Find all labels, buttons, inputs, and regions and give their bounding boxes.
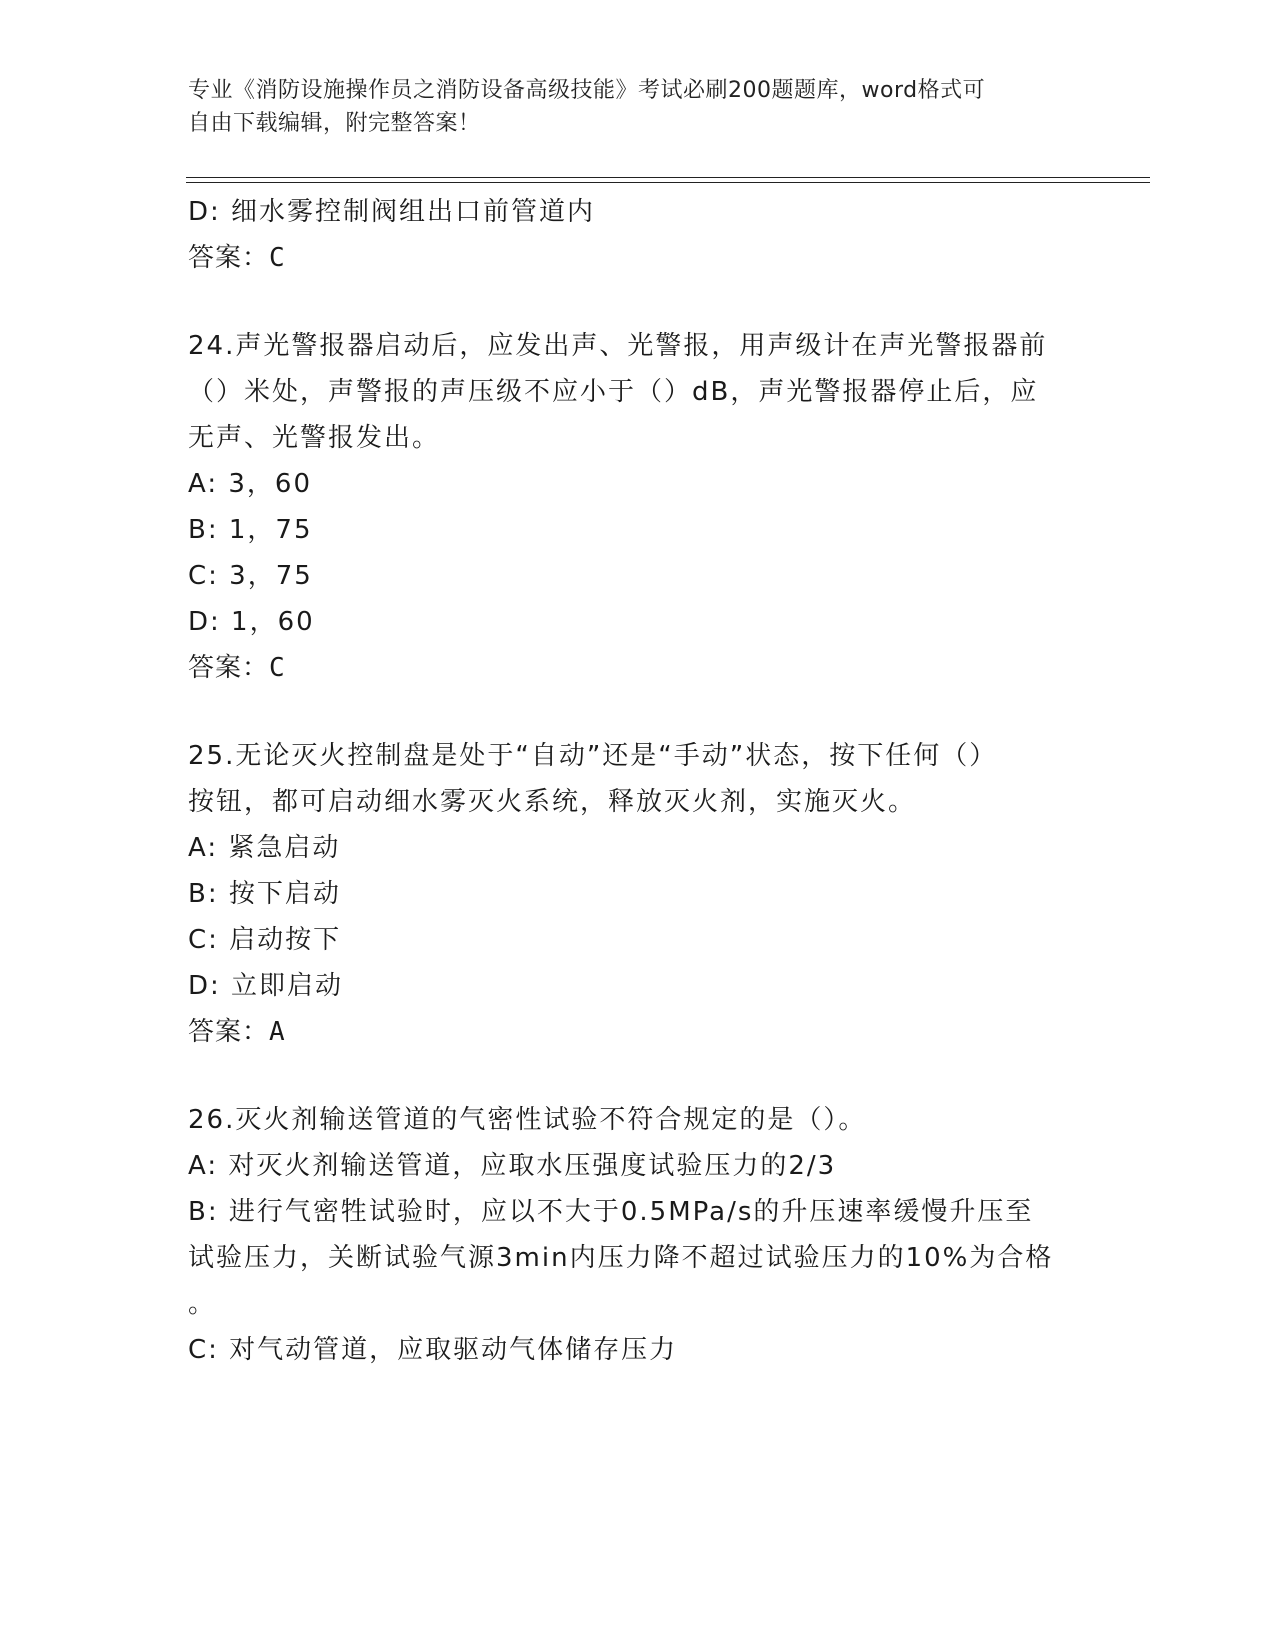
option-b: B: 1，75: [188, 515, 313, 545]
option-b: B: 按下启动: [188, 879, 341, 909]
header-title-line-1: 专业《消防设施操作员之消防设备高级技能》考试必刷200题题库，word格式可: [188, 78, 986, 103]
option-b-continued: 。: [188, 1289, 217, 1319]
header-divider-bottom: [186, 182, 1150, 183]
question-content: [188, 189, 1068, 1373]
question-25: [188, 733, 1068, 1055]
question-stem: 25.无论灭火控制盘是处于“自动”还是“手动”状态，按下任何（）: [188, 741, 998, 771]
header-title-line-2: 自由下载编辑，附完整答案！: [188, 111, 481, 136]
question-stem: 按钮，都可启动细水雾灭火系统，释放灭火剂，实施灭火。: [188, 787, 917, 817]
question-stem: 24.声光警报器启动后，应发出声、光警报，用声级计在声光警报器前: [188, 331, 1048, 361]
option-c: C: 对气动管道，应取驱动气体储存压力: [188, 1335, 678, 1365]
option-a: A: 3，60: [188, 469, 312, 499]
header-divider-top: [186, 177, 1150, 178]
option-d: D: 立即启动: [188, 971, 344, 1001]
option-c: C: 启动按下: [188, 925, 342, 955]
answer: 答案：A: [188, 1017, 286, 1047]
spacer: [188, 281, 1068, 323]
question-23-tail: [188, 189, 1068, 281]
question-stem: （）米处，声警报的声压级不应小于（）dB，声光警报器停止后，应: [188, 377, 1039, 407]
option-b: B: 进行气密牲试验时，应以不大于0.5MPa/s的升压速率缓慢升压至: [188, 1197, 1034, 1227]
spacer: [188, 1055, 1068, 1097]
option-d: D: 细水雾控制阀组出口前管道内: [188, 197, 596, 227]
option-a: A: 紧急启动: [188, 833, 341, 863]
answer: 答案：C: [188, 653, 286, 683]
answer: 答案：C: [188, 243, 286, 273]
option-c: C: 3，75: [188, 561, 313, 591]
option-d: D: 1，60: [188, 607, 315, 637]
page-header: [188, 74, 1068, 140]
option-b-continued: 试验压力，关断试验气源3min内压力降不超过试验压力的10%为合格: [188, 1243, 1054, 1273]
question-26: [188, 1097, 1068, 1373]
question-stem: 26.灭火剂输送管道的气密性试验不符合规定的是（）。: [188, 1105, 867, 1135]
spacer: [188, 691, 1068, 733]
question-stem: 无声、光警报发出。: [188, 423, 441, 453]
question-24: [188, 323, 1068, 691]
option-a: A: 对灭火剂输送管道，应取水压强度试验压力的2/3: [188, 1151, 837, 1181]
